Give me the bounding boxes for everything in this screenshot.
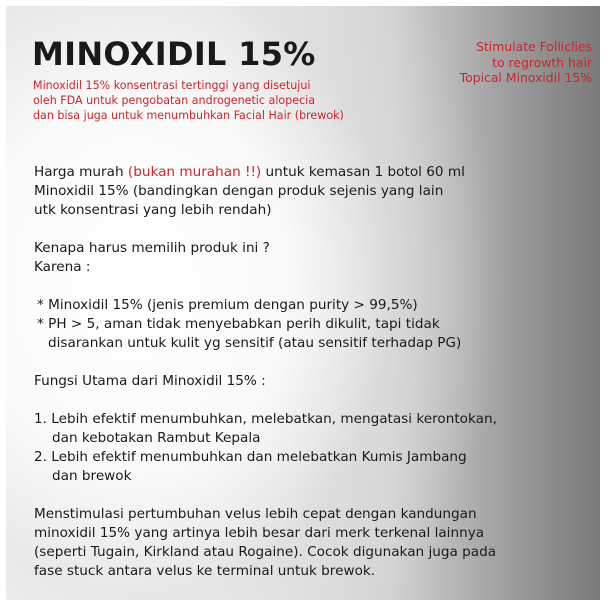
description-body <box>34 163 594 581</box>
why-because: Karena : <box>34 259 91 275</box>
functions-heading: Fungsi Utama dari Minoxidil 15% : <box>34 373 266 389</box>
function-item-continued: dan kebotakan Rambut Kepala <box>52 430 261 446</box>
closing-line: (seperti Tugain, Kirkland atau Rogaine). Cocok digunakan juga pada <box>34 544 497 560</box>
function-item: 2. Lebih efektif menumbuhkan dan melebatkan Kumis Jambang <box>34 449 467 465</box>
closing-line: fase stuck antara velus ke terminal untuk brewok. <box>34 563 376 579</box>
fda-note-line: Minoxidil 15% konsentrasi tertinggi yang disetujui <box>33 79 311 92</box>
fda-note <box>33 78 433 123</box>
price-line: Minoxidil 15% (bandingkan dengan produk sejenis yang lain <box>34 183 444 199</box>
closing-line: minoxidil 15% yang artinya lebih besar dari merk terkenal lainnya <box>34 525 485 541</box>
price-highlight: (bukan murahan !!) <box>127 164 262 180</box>
price-line <box>34 163 594 182</box>
price-text: untuk kemasan 1 botol 60 ml <box>261 164 465 180</box>
why-point: * PH > 5, aman tidak menyebabkan perih dikulit, tapi tidak <box>37 316 440 332</box>
tagline-line: Topical Minoxidil 15% <box>459 70 592 85</box>
product-info-card <box>6 6 600 600</box>
tagline <box>426 39 592 86</box>
fda-note-line: oleh FDA untuk pengobatan androgenetic alopecia <box>33 94 316 107</box>
tagline-line: to regrowth hair <box>492 54 592 70</box>
why-question: Kenapa harus memilih produk ini ? <box>34 240 270 256</box>
why-point: * Minoxidil 15% (jenis premium dengan purity > 99,5%) <box>37 297 418 313</box>
price-text: Harga murah <box>34 164 128 180</box>
function-item: 1. Lebih efektif menumbuhkan, melebatkan, mengatasi kerontokan, <box>34 411 497 427</box>
tagline-line: Stimulate Folliclies <box>476 39 592 54</box>
why-point-continued: disarankan untuk kulit yg sensitif (atau sensitif terhadap PG) <box>48 335 462 351</box>
closing-line: Menstimulasi pertumbuhan velus lebih cepat dengan kandungan <box>34 506 477 522</box>
function-item-continued: dan brewok <box>52 468 132 484</box>
product-title: MINOXIDIL 15% <box>32 35 316 73</box>
price-line: utk konsentrasi yang lebih rendah) <box>34 202 272 218</box>
fda-note-line: dan bisa juga untuk menumbuhkan Facial Hair (brewok) <box>33 109 344 122</box>
